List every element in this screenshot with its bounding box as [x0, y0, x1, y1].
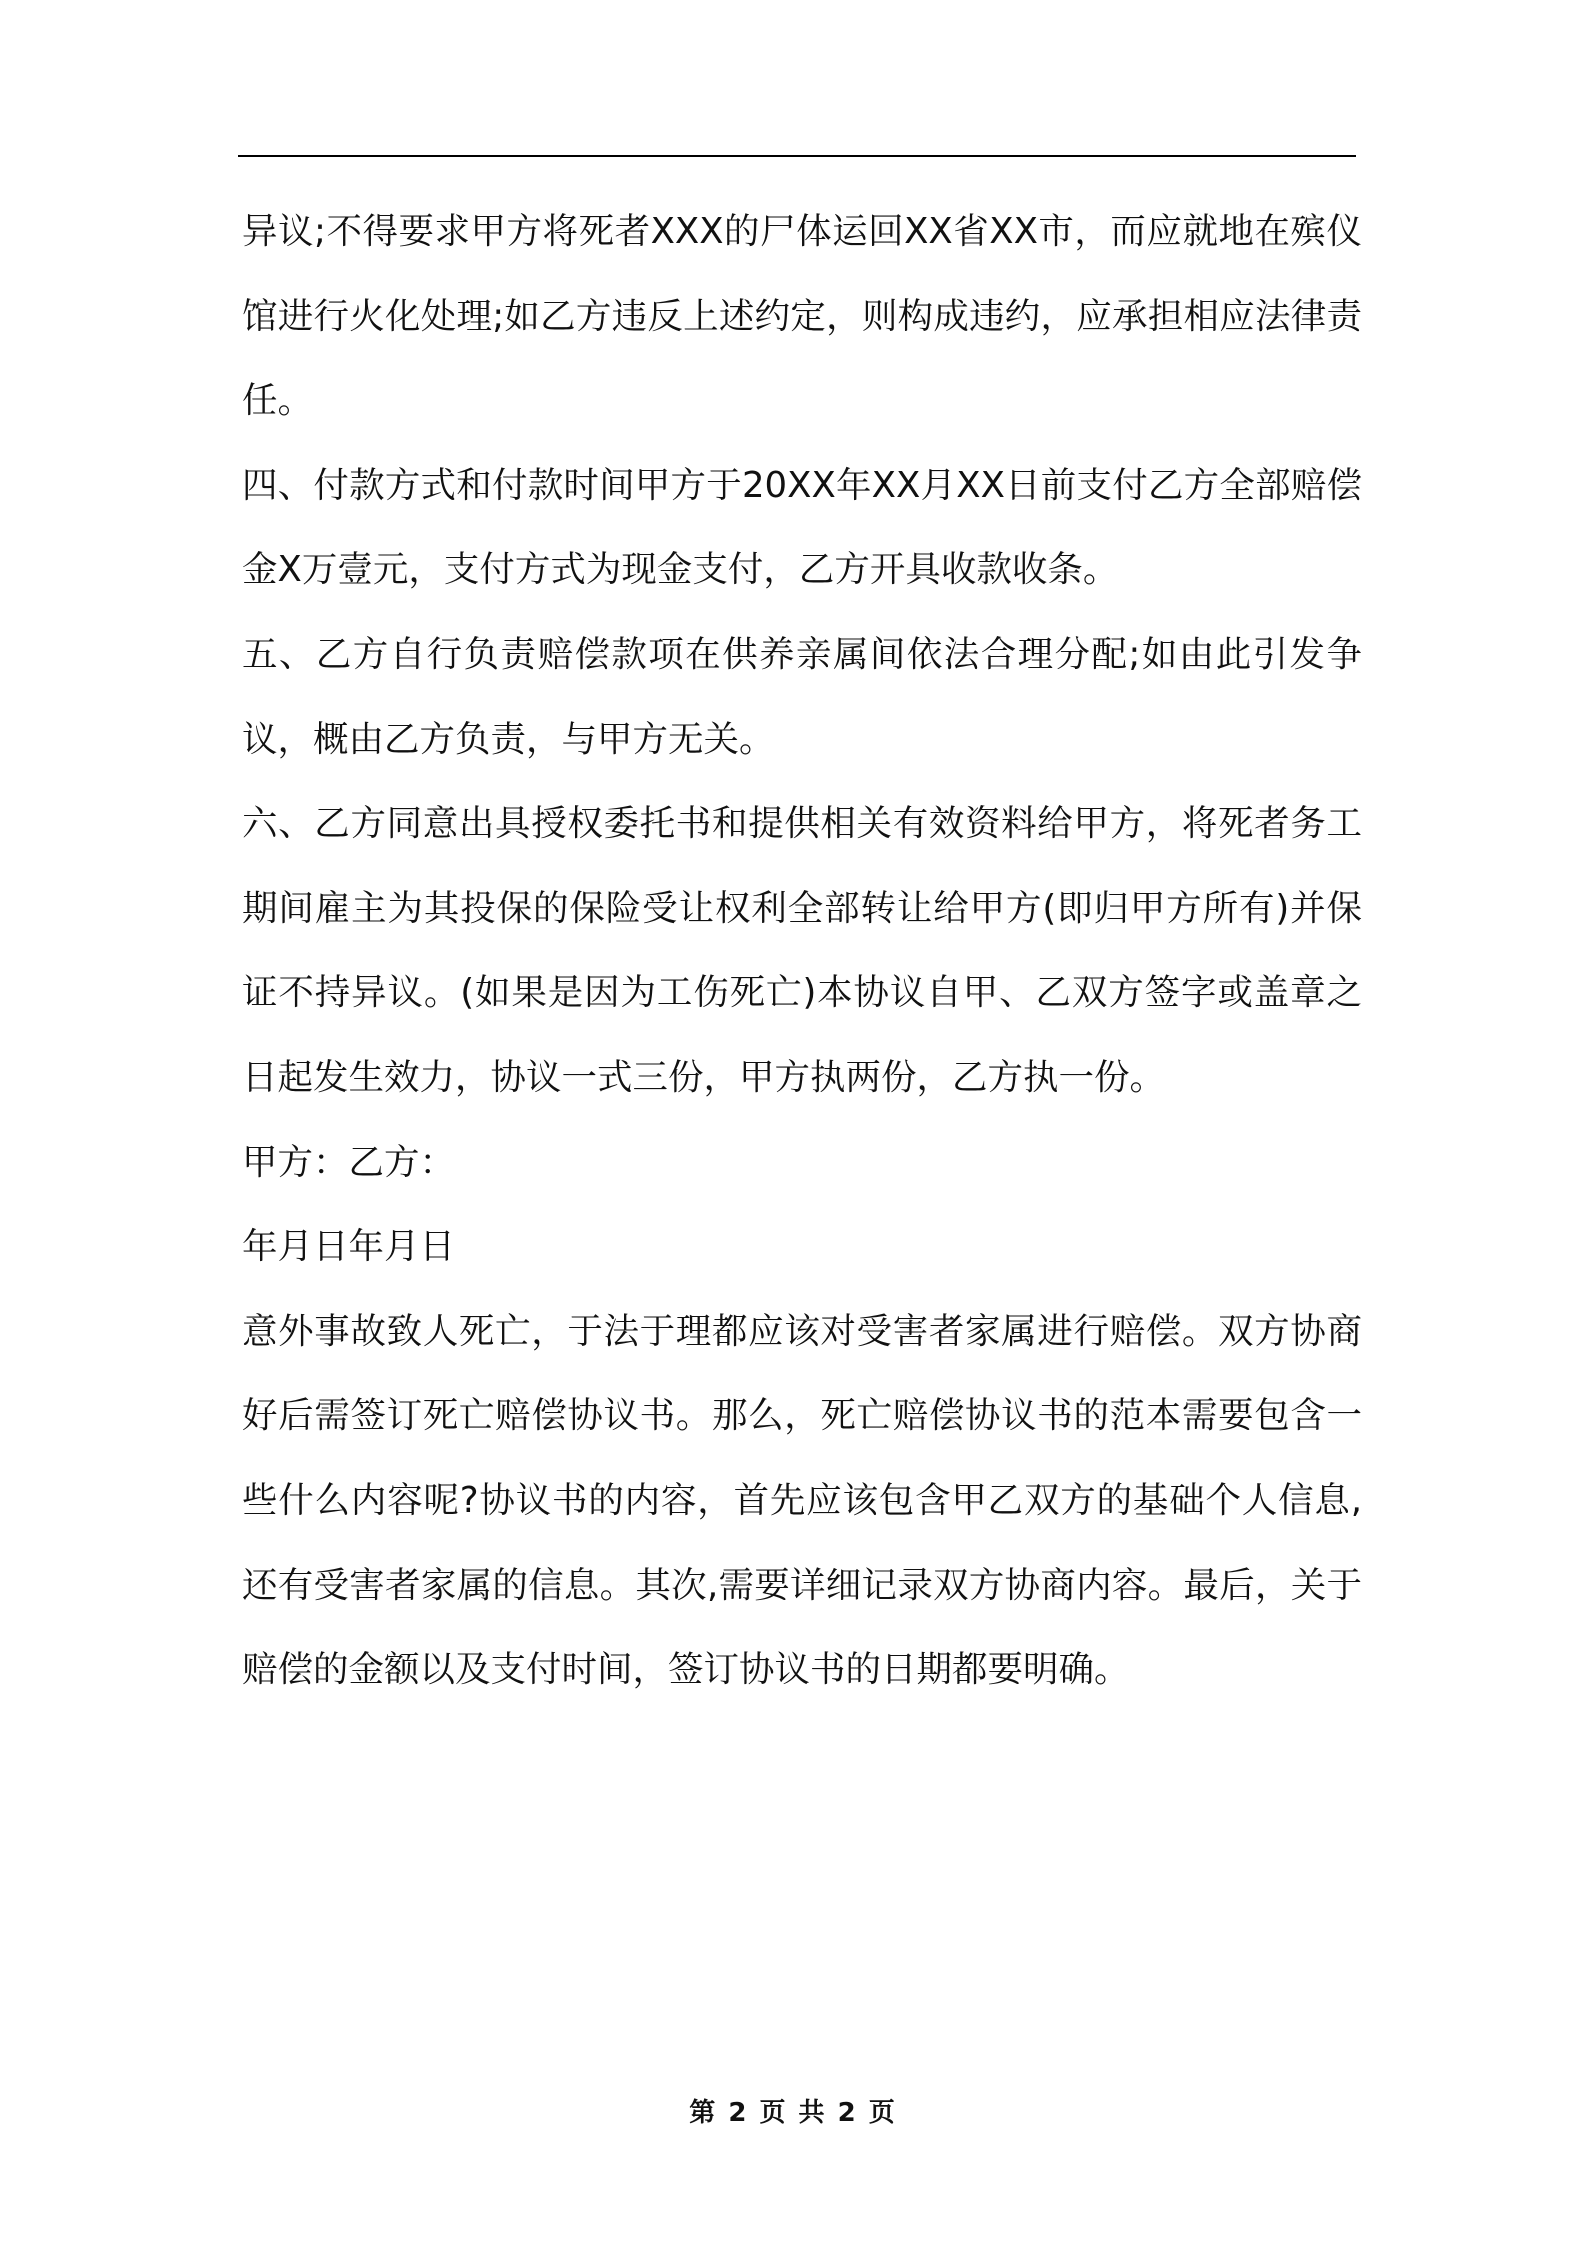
document-body: [242, 190, 1362, 1713]
paragraph-explanation: 意外事故致人死亡，于法于理都应该对受害者家属进行赔偿。双方协商好后需签订死亡赔偿协议书。那么，死亡赔偿协议书的范本需要包含一些什么内容呢?协议书的内容，首先应该包含甲乙双方的基础个人信息,还有受害者家属的信息。其次,需要详细记录双方协商内容。最后，关于赔偿的金额以及支付时间，签订协议书的日期都要明确。: [242, 1310, 1362, 1691]
paragraph-distribution-terms: 五、乙方自行负责赔偿款项在供养亲属间依法合理分配;如由此引发争议，概由乙方负责，与甲方无关。: [242, 633, 1362, 760]
signature-parties-line: 甲方：乙方：: [242, 1141, 456, 1183]
page-number-footer: 第 2 页 共 2 页: [689, 2098, 897, 2128]
header-rule: [238, 155, 1356, 157]
paragraph-funeral-terms: 异议;不得要求甲方将死者XXX的尸体运回XX省XX市，而应就地在殡仪馆进行火化处理;如乙方违反上述约定，则构成违约，应承担相应法律责任。: [242, 211, 1362, 422]
signature-date-line: 年月日年月日: [242, 1226, 456, 1268]
paragraph-payment-terms: 四、付款方式和付款时间甲方于20XX年XX月XX日前支付乙方全部赔偿金X万壹元，支付方式为现金支付，乙方开具收款收条。: [242, 464, 1362, 591]
paragraph-authorization-terms: 六、乙方同意出具授权委托书和提供相关有效资料给甲方，将死者务工期间雇主为其投保的保险受让权利全部转让给甲方(即归甲方所有)并保证不持异议。(如果是因为工伤死亡)本协议自甲、乙双方签字或盖章之日起发生效力，协议一式三份，甲方执两份，乙方执一份。: [242, 803, 1362, 1098]
